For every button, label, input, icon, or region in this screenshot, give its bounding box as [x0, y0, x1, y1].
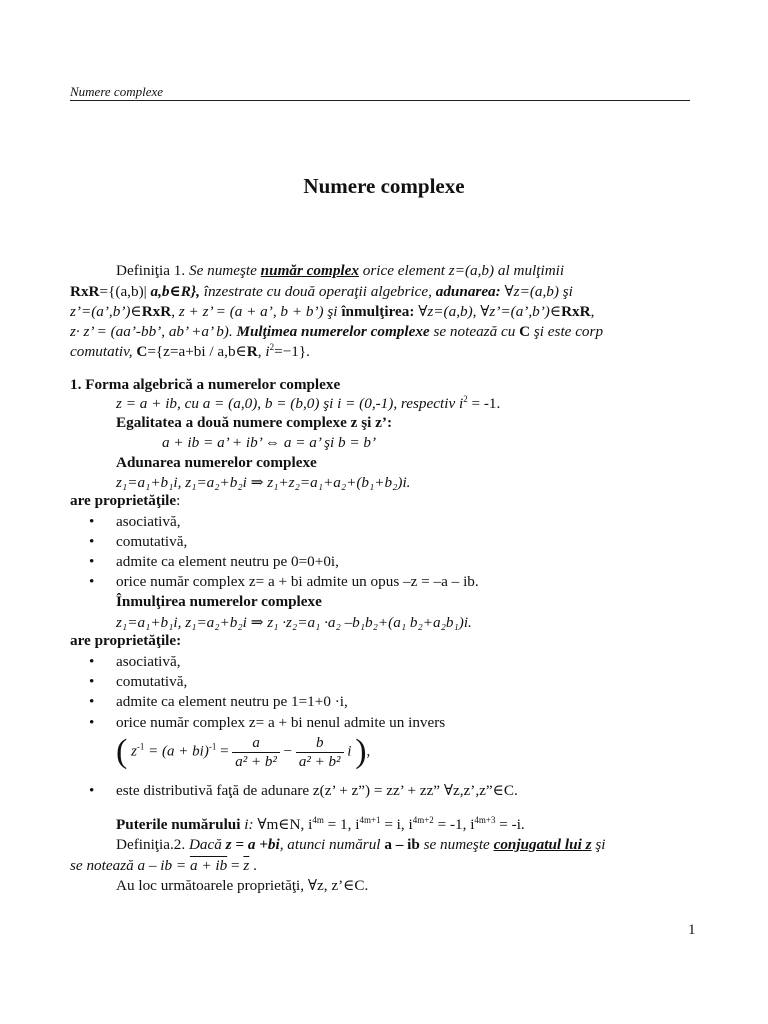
equality-heading: Egalitatea a două numere complexe z şi z’:: [116, 414, 392, 431]
def2-line-2: se notează a – ib = a + ib = z .: [70, 857, 257, 874]
list-item: • orice număr complex z= a + bi admite un opus –z = –a – ib.: [116, 573, 479, 591]
addition-formula: z₁=a₁+b₁i, z₁=a₂+b₂i ⇒ z₁+z₂=a₁+a₂+(b₁+b₂)i.: [116, 474, 411, 491]
def1-line-3: z’=(a’,b’)∈RxR, z + z’ = (a + a’, b + b’) şi înmulţirea: ∀z=(a,b), ∀z’=(a’,b’)∈RxR,: [70, 303, 595, 320]
def1-line-4: z· z’ = (aa’-bb’, ab’ +a’ b). Mulţimea numerelor complexe se notează cu C şi este corp: [70, 323, 604, 340]
list-item-distributive: • este distributivă faţă de adunare z(z’ + z”) = zz’ + zz” ∀z,z’,z”∈C.: [116, 782, 518, 800]
multiplication-formula: z₁=a₁+b₁i, z₁=a₂+b₂i ⇒ z₁ ·z₂=a₁ ·a₂ –b₁b₂+(a₁ b₂+a₂b₁)i.: [116, 614, 472, 631]
list-item: • comutativă,: [116, 533, 187, 551]
fraction-real: $\frac{a}{\text{a² + b²}}$: [232, 734, 280, 771]
def1-line-2: RxR={(a,b)| a,b∈R}, înzestrate cu două operaţii algebrice, adunarea: ∀z=(a,b) şi: [70, 283, 573, 300]
page-title: Numere complexe: [303, 174, 465, 198]
mul-props-label: are proprietăţile:: [70, 632, 182, 649]
add-props-label: are proprietăţile:: [70, 492, 181, 509]
powers-of-i: Puterile numărului i: ∀m∈N, $i^{4m} = 1$, $i^{4m+1} = i$, $i^{4m+2} = -1$, $i^{4m+3} = -i$.: [116, 814, 525, 833]
list-item: • asociativă,: [116, 513, 181, 531]
list-item: • admite ca element neutru pe 1=1+0 ·i,: [116, 693, 348, 711]
fraction-imag: $\frac{b}{\text{a² + b²}}$: [296, 734, 344, 771]
term-conjugat: conjugatul lui z: [493, 836, 592, 853]
def1-line-5: comutativ, C={z=a+bi / a,b∈R, $i^2=-1$}.: [70, 341, 310, 360]
section-heading: 1. Forma algebrică a numerelor complexe: [70, 376, 341, 393]
multiplication-heading: Înmulţirea numerelor complexe: [116, 593, 322, 610]
running-header: Numere complexe: [70, 85, 690, 101]
algebraic-form: z = a + ib, cu a = (a,0), b = (b,0) şi i = (0,-1), respectiv $i^2 = -1$.: [116, 393, 501, 412]
list-item: • admite ca element neutru pe 0=0+0i,: [116, 553, 339, 571]
def2-line-1: Definiţia.2. Dacă z = a +bi, atunci numărul a – ib se numeşte conjugatul lui z şi: [116, 836, 606, 853]
list-item: • comutativă,: [116, 673, 187, 691]
paren-open: (: [116, 733, 128, 770]
equality-formula: a + ib = a’ + ib’ ⇔ a = a’ şi b = b’: [162, 434, 377, 451]
page-number: 1: [688, 922, 696, 938]
addition-heading: Adunarea numerelor complexe: [116, 454, 317, 471]
def1-line-1: Definiţia 1. Se numeşte număr complex orice element z=(a,b) al mulţimii: [116, 262, 565, 279]
inverse-formula: ( $z^{-1} = (a + bi)^{-1}$ = $\frac{a}{\text{a² + b²}}$ − $\frac{b}{\text{a² + b²}}$ i ),: [116, 733, 371, 770]
properties-line: Au loc următoarele proprietăţi, ∀z, z’∈C.: [116, 877, 369, 894]
term-numar-complex: număr complex: [260, 262, 359, 279]
paren-close: ): [355, 733, 367, 770]
list-item: • asociativă,: [116, 653, 181, 671]
list-item: • orice număr complex z= a + bi nenul admite un invers: [116, 714, 445, 732]
